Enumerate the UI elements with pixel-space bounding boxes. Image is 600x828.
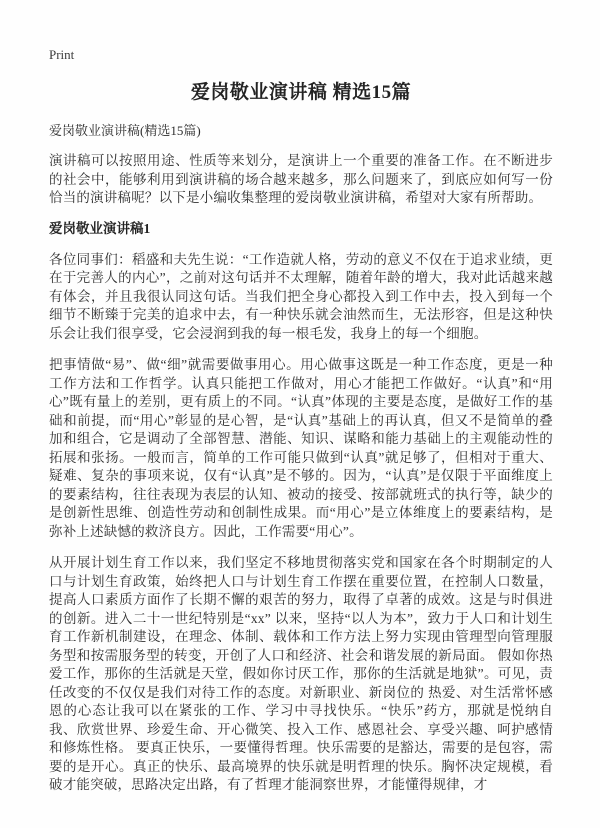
body-paragraph: 把事情做“易”、做“细”就需要做事用心。用心做事这既是一种工作态度，更是一种工作方法和工作哲学。认真只能把工作做对，用心才能把工作做好。“认真”和“用心”既有量上的差别，更有质上的不同。“认真”体现的主要是态度，是做好工作的基础和前提，而“用心”彰显的是心智，是“认真”基础上的再认真，但又不是简单的叠加和组合，它是调动了全部智慧、潜能、知识、谋略和能力基础上的主观能动性的拓展和张扬。一般而言，简单的工作可能只做到“认真”就足够了，但相对于重大、疑难、复杂的事项来说，仅有“认真”是不够的。因为，“认真”是仅限于平面维度上的要素结构，往往表现为表层的认知、被动的接受、按部就班式的执行等，缺少的是创新性思维、创造性劳动和创制性成果。而“用心”是立体维度上的要素结构，是弥补上述缺憾的救济良方。因此，工作需要“用心”。 xyxy=(49,357,553,539)
intro-paragraph: 演讲稿可以按照用途、性质等来划分，是演讲上一个重要的准备工作。在不断进步的社会中，能够利用到演讲稿的场合越来越多，那么问题来了，到底应如何写一份恰当的演讲稿呢？以下是小编收集整理的爱岗敬业演讲稿，希望对大家有所帮助。 xyxy=(49,153,553,205)
body-paragraph: 各位同事们：稻盛和夫先生说：“工作造就人格，劳动的意义不仅在于追求业绩，更在于完善人的内心”，之前对这句话并不太理解，随着年龄的增大，我对此话越来越有体会，并且我很认同这句话。当我们把全身心都投入到工作中去，投入到每一个细节不断臻于完美的追求中去，有一种快乐就会油然而生，无法形容，但是这种快乐会让我们很享受，它会浸润到我的每一根毛发，我身上的每一个细胞。 xyxy=(49,251,553,341)
body-paragraph: 从开展计划生育工作以来，我们坚定不移地贯彻落实党和国家在各个时期制定的人口与计划生育政策，始终把人口与计划生育工作摆在重要位置，在控制人口数量，提高人口素质方面作了长期不懈的艰苦的努力，取得了卓著的成效。这是与时俱进的创新。进入二十一世纪特别是“xx” 以来，坚持“以人为本”，致力于人口和计划生育工作新机制建设，在理念、体制、载体和工作方法上努力实现由管理型向管理服务型和按需服务型的转变，开创了人口和经济、社会和谐发展的新局面。 假如你热爱工作，那你的生活就是天堂，假如你讨厌工作，那你的生活就是地狱”。可见，责任改变的不仅仅是我们对待工作的态度。对新职业、新岗位的 热爱、对生活常怀感恩的心态让我可以在紧张的工作、学习中寻找快乐。“快乐”药方，那就是悦纳自我、欣赏世界、珍爱生命、开心微笑、投入工作、感恩社会、享受兴趣、呵护感情和修炼性格。 要真正快乐，一要懂得哲理。快乐需要的是豁达，需要的是包容，需要的是开心。真正的快乐、最高境界的快乐就是明哲理的快乐。胸怀决定规模，看破才能突破，思路决定出路，有了哲理才能洞察世界，才能懂得规律，才 xyxy=(49,555,553,792)
page-title: 爱岗敬业演讲稿 精选15篇 xyxy=(190,82,412,103)
document-subtitle: 爱岗敬业演讲稿(精选15篇) xyxy=(49,123,201,138)
section-heading-1: 爱岗敬业演讲稿1 xyxy=(49,220,151,236)
print-button[interactable]: Print xyxy=(49,47,75,62)
